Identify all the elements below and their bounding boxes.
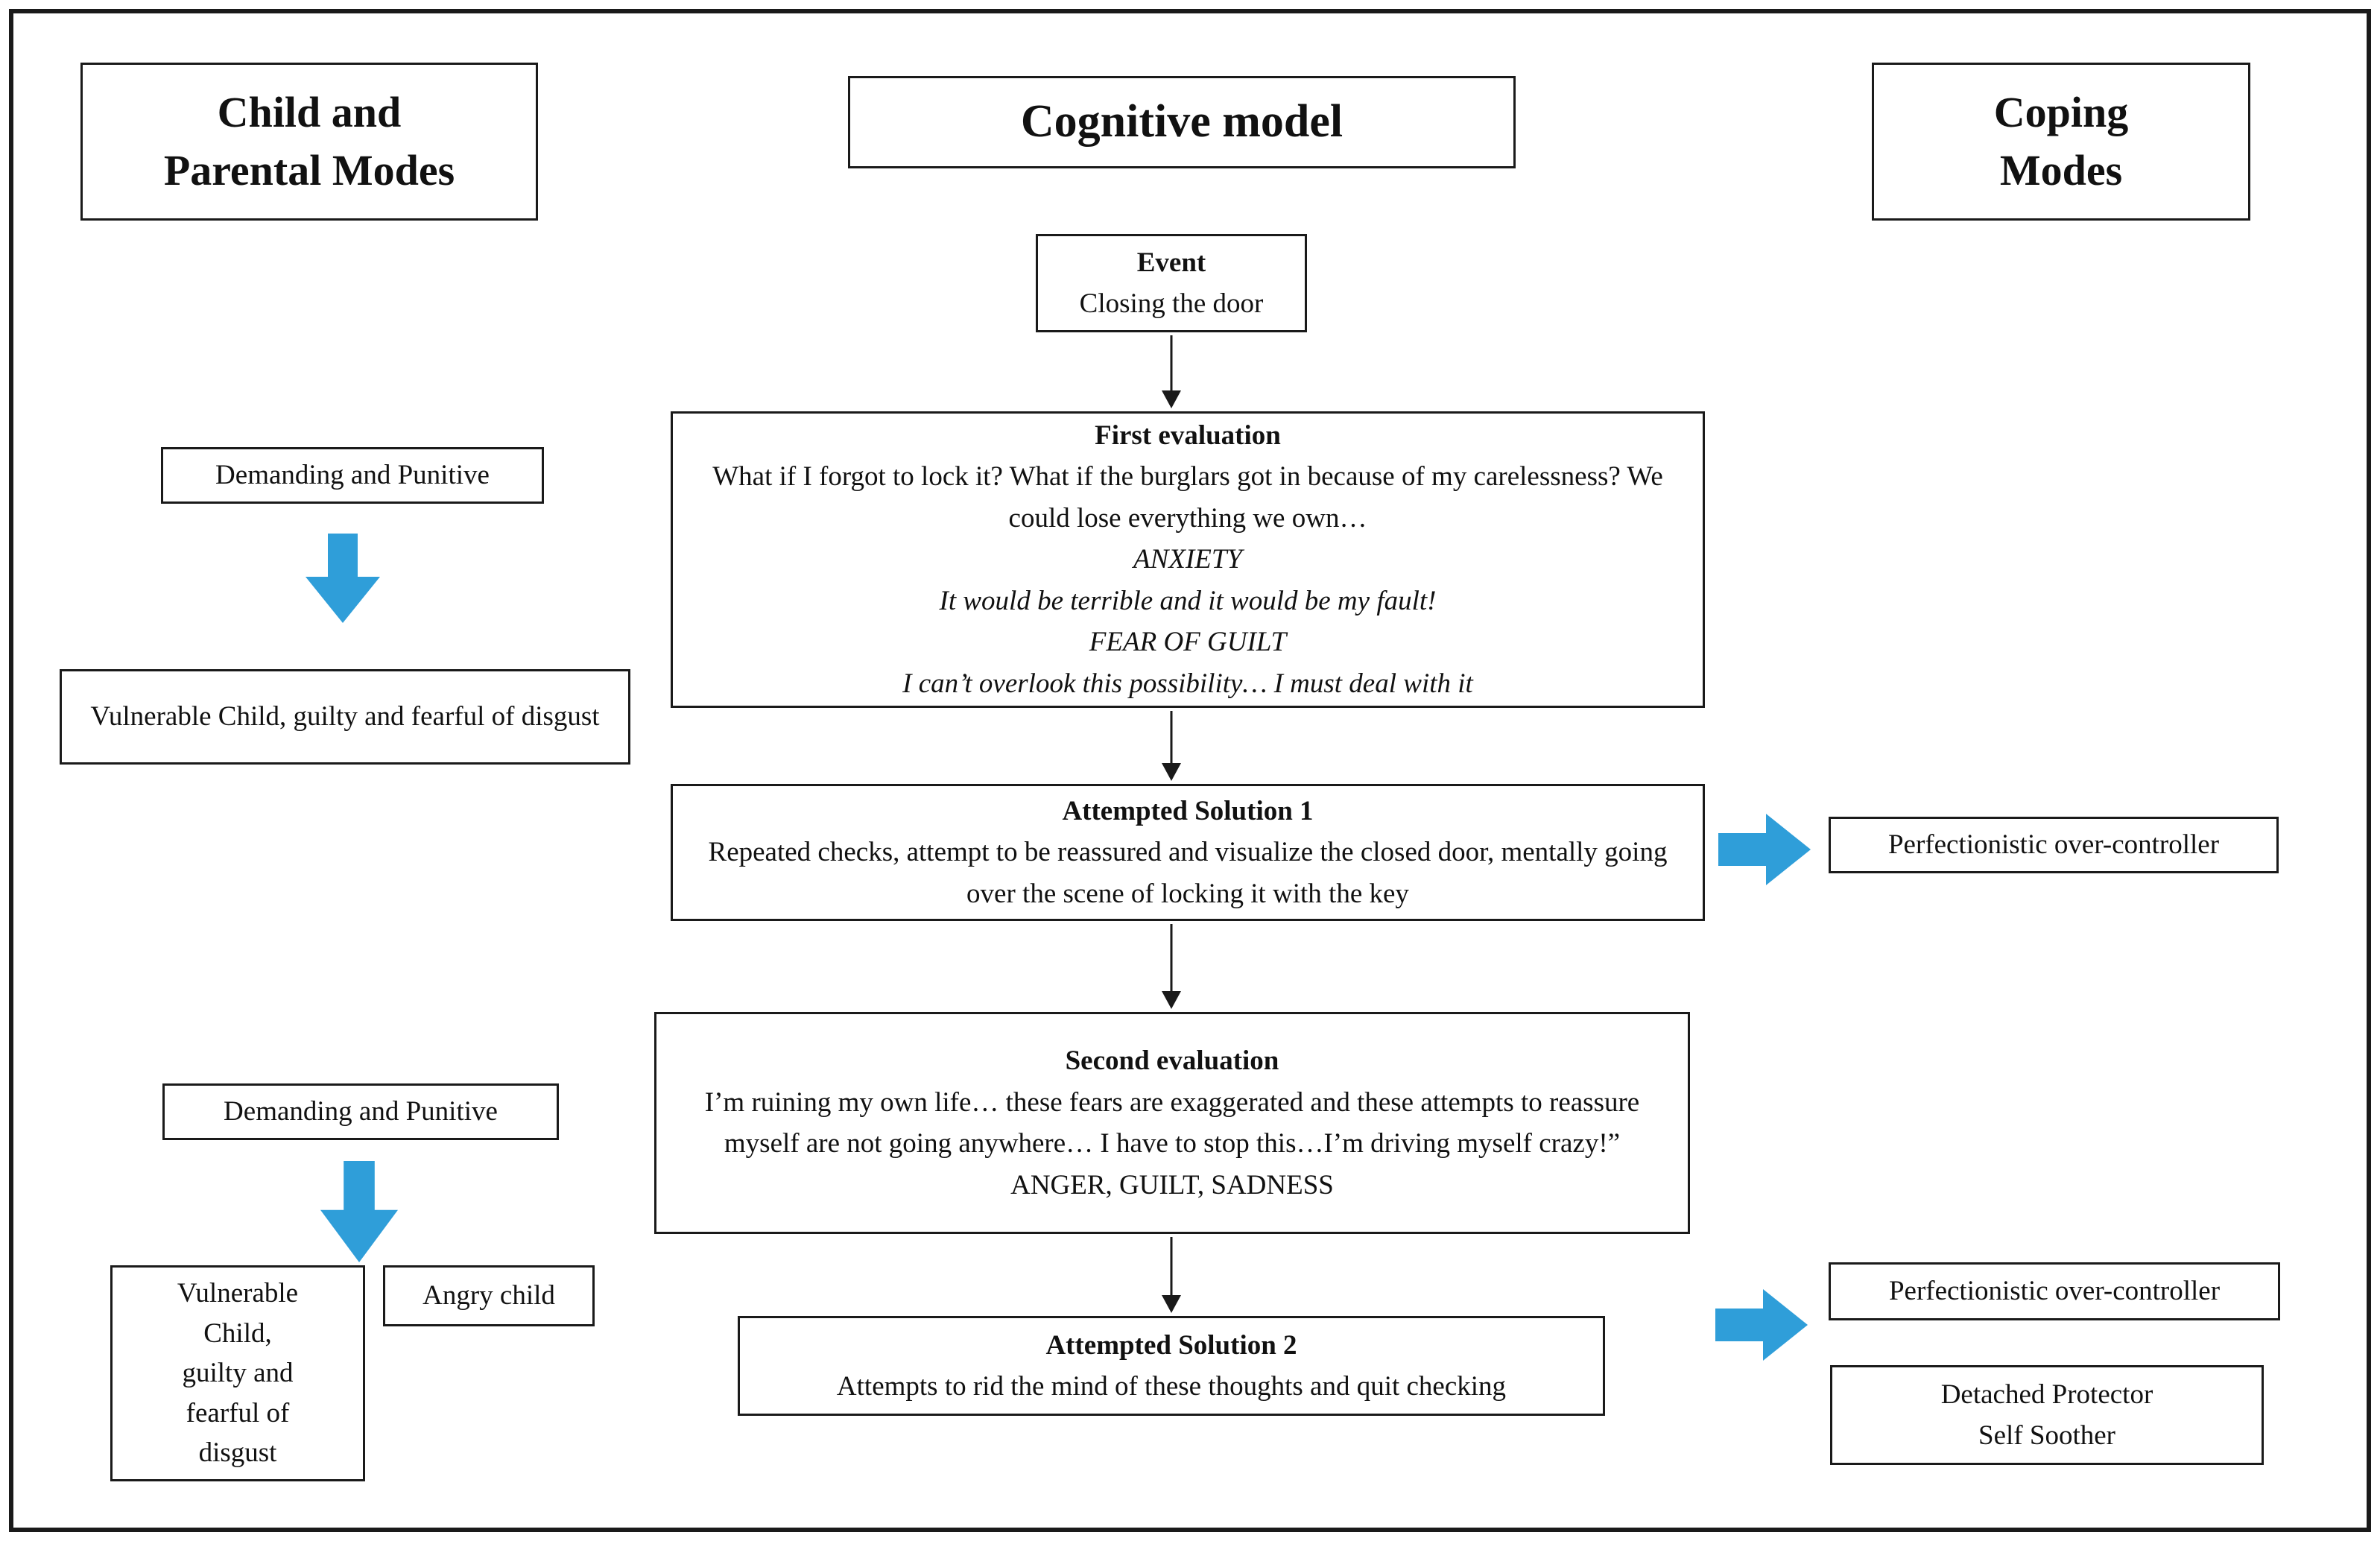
vulnerable-child-box-1: [60, 669, 630, 765]
first-evaluation-box: [671, 411, 1705, 708]
detached-protector-box: [1830, 1365, 2264, 1465]
arrow-first-evaluation-to-solution1-icon: [1160, 711, 1183, 781]
first-evaluation-anxiety: ANXIETY: [1133, 544, 1242, 575]
angry-child-box: [383, 1265, 595, 1326]
event-title: Event: [1136, 247, 1206, 278]
arrow-head: [1162, 390, 1181, 408]
event-box: [1036, 234, 1307, 332]
second-evaluation-box: [654, 1012, 1690, 1234]
demanding-punitive-label: Demanding and Punitive: [224, 1096, 498, 1127]
header-line: Child and: [217, 87, 402, 136]
perfectionistic-label: Perfectionistic over-controller: [1888, 1276, 2221, 1307]
arrow-head: [1162, 991, 1181, 1009]
vulnerable-child-box-2: [110, 1265, 365, 1481]
attempted-solution-1-body: Repeated checks, attempt to be reassured and visualize the closed door, mentally going over the scene of locking it with the key: [708, 837, 1668, 909]
second-evaluation-title: Second evaluation: [1065, 1045, 1279, 1076]
arrow-solution1-to-second-evaluation-icon: [1160, 924, 1183, 1009]
demanding-punitive-box-1: [161, 447, 544, 504]
demanding-punitive-box-2: [162, 1083, 559, 1140]
arrow-shaft: [1171, 924, 1173, 994]
attempted-solution-1-box: [671, 784, 1705, 921]
attempted-solution-1-title: Attempted Solution 1: [1062, 795, 1314, 826]
header-line: Cognitive model: [1020, 96, 1344, 148]
first-evaluation-overlook: I can’t overlook this possibility… I must deal with it: [902, 668, 1473, 699]
first-evaluation-body: What if I forgot to lock it? What if the burglars got in because of my carelessness? We could lose everything we own…: [712, 461, 1663, 534]
event-body: Closing the door: [1079, 288, 1264, 319]
vulnerable-child-line: fearful of: [186, 1397, 290, 1428]
header-line: Parental Modes: [163, 146, 455, 194]
header-cognitive-model: [848, 76, 1516, 168]
second-evaluation-emotions: ANGER, GUILT, SADNESS: [1010, 1169, 1334, 1200]
first-evaluation-fear-of-guilt: FEAR OF GUILT: [1089, 627, 1287, 658]
arrow-second-evaluation-to-solution2-icon: [1160, 1237, 1183, 1313]
perfectionistic-label: Perfectionistic over-controller: [1887, 829, 2220, 861]
attempted-solution-2-box: [738, 1316, 1605, 1416]
arrow-head: [1162, 763, 1181, 781]
detached-protector-line: Detached Protector: [1940, 1379, 2153, 1410]
blue-right-arrow-icon: [1715, 1289, 1808, 1361]
arrow-shaft: [1171, 335, 1173, 393]
header-line: Coping: [1993, 87, 2129, 136]
header-line: Modes: [1999, 146, 2123, 194]
diagram-frame: [9, 9, 2371, 1532]
blue-down-arrow-icon: [306, 534, 380, 623]
first-evaluation-terrible: It would be terrible and it would be my fault!: [939, 585, 1437, 616]
attempted-solution-2-body: Attempts to rid the mind of these thoughts and quit checking: [836, 1371, 1507, 1402]
self-soother-line: Self Soother: [1978, 1420, 2115, 1451]
first-evaluation-title: First evaluation: [1095, 420, 1281, 451]
perfectionistic-over-controller-box-2: [1829, 1262, 2280, 1320]
arrow-shaft: [1171, 1237, 1173, 1298]
attempted-solution-2-title: Attempted Solution 2: [1045, 1329, 1297, 1361]
demanding-punitive-label: Demanding and Punitive: [215, 460, 490, 491]
blue-down-arrow-icon: [320, 1161, 398, 1262]
second-evaluation-body: I’m ruining my own life… these fears are exaggerated and these attempts to reassure myself are not going anywhere… I have to stop this…I’m driving myself crazy!”: [704, 1086, 1640, 1159]
vulnerable-child-line: Vulnerable: [177, 1277, 299, 1309]
vulnerable-child-label: Vulnerable Child, guilty and fearful of disgust: [90, 701, 600, 732]
vulnerable-child-line: guilty and: [182, 1358, 294, 1389]
arrow-head: [1162, 1295, 1181, 1313]
blue-right-arrow-icon: [1718, 814, 1811, 885]
vulnerable-child-line: Child,: [203, 1317, 272, 1349]
arrow-event-to-first-evaluation-icon: [1160, 335, 1183, 408]
angry-child-label: Angry child: [422, 1280, 555, 1311]
perfectionistic-over-controller-box-1: [1829, 817, 2279, 873]
header-child-parental-modes: [80, 63, 538, 221]
header-coping-modes: [1872, 63, 2250, 221]
arrow-shaft: [1171, 711, 1173, 766]
vulnerable-child-line: disgust: [198, 1437, 277, 1469]
